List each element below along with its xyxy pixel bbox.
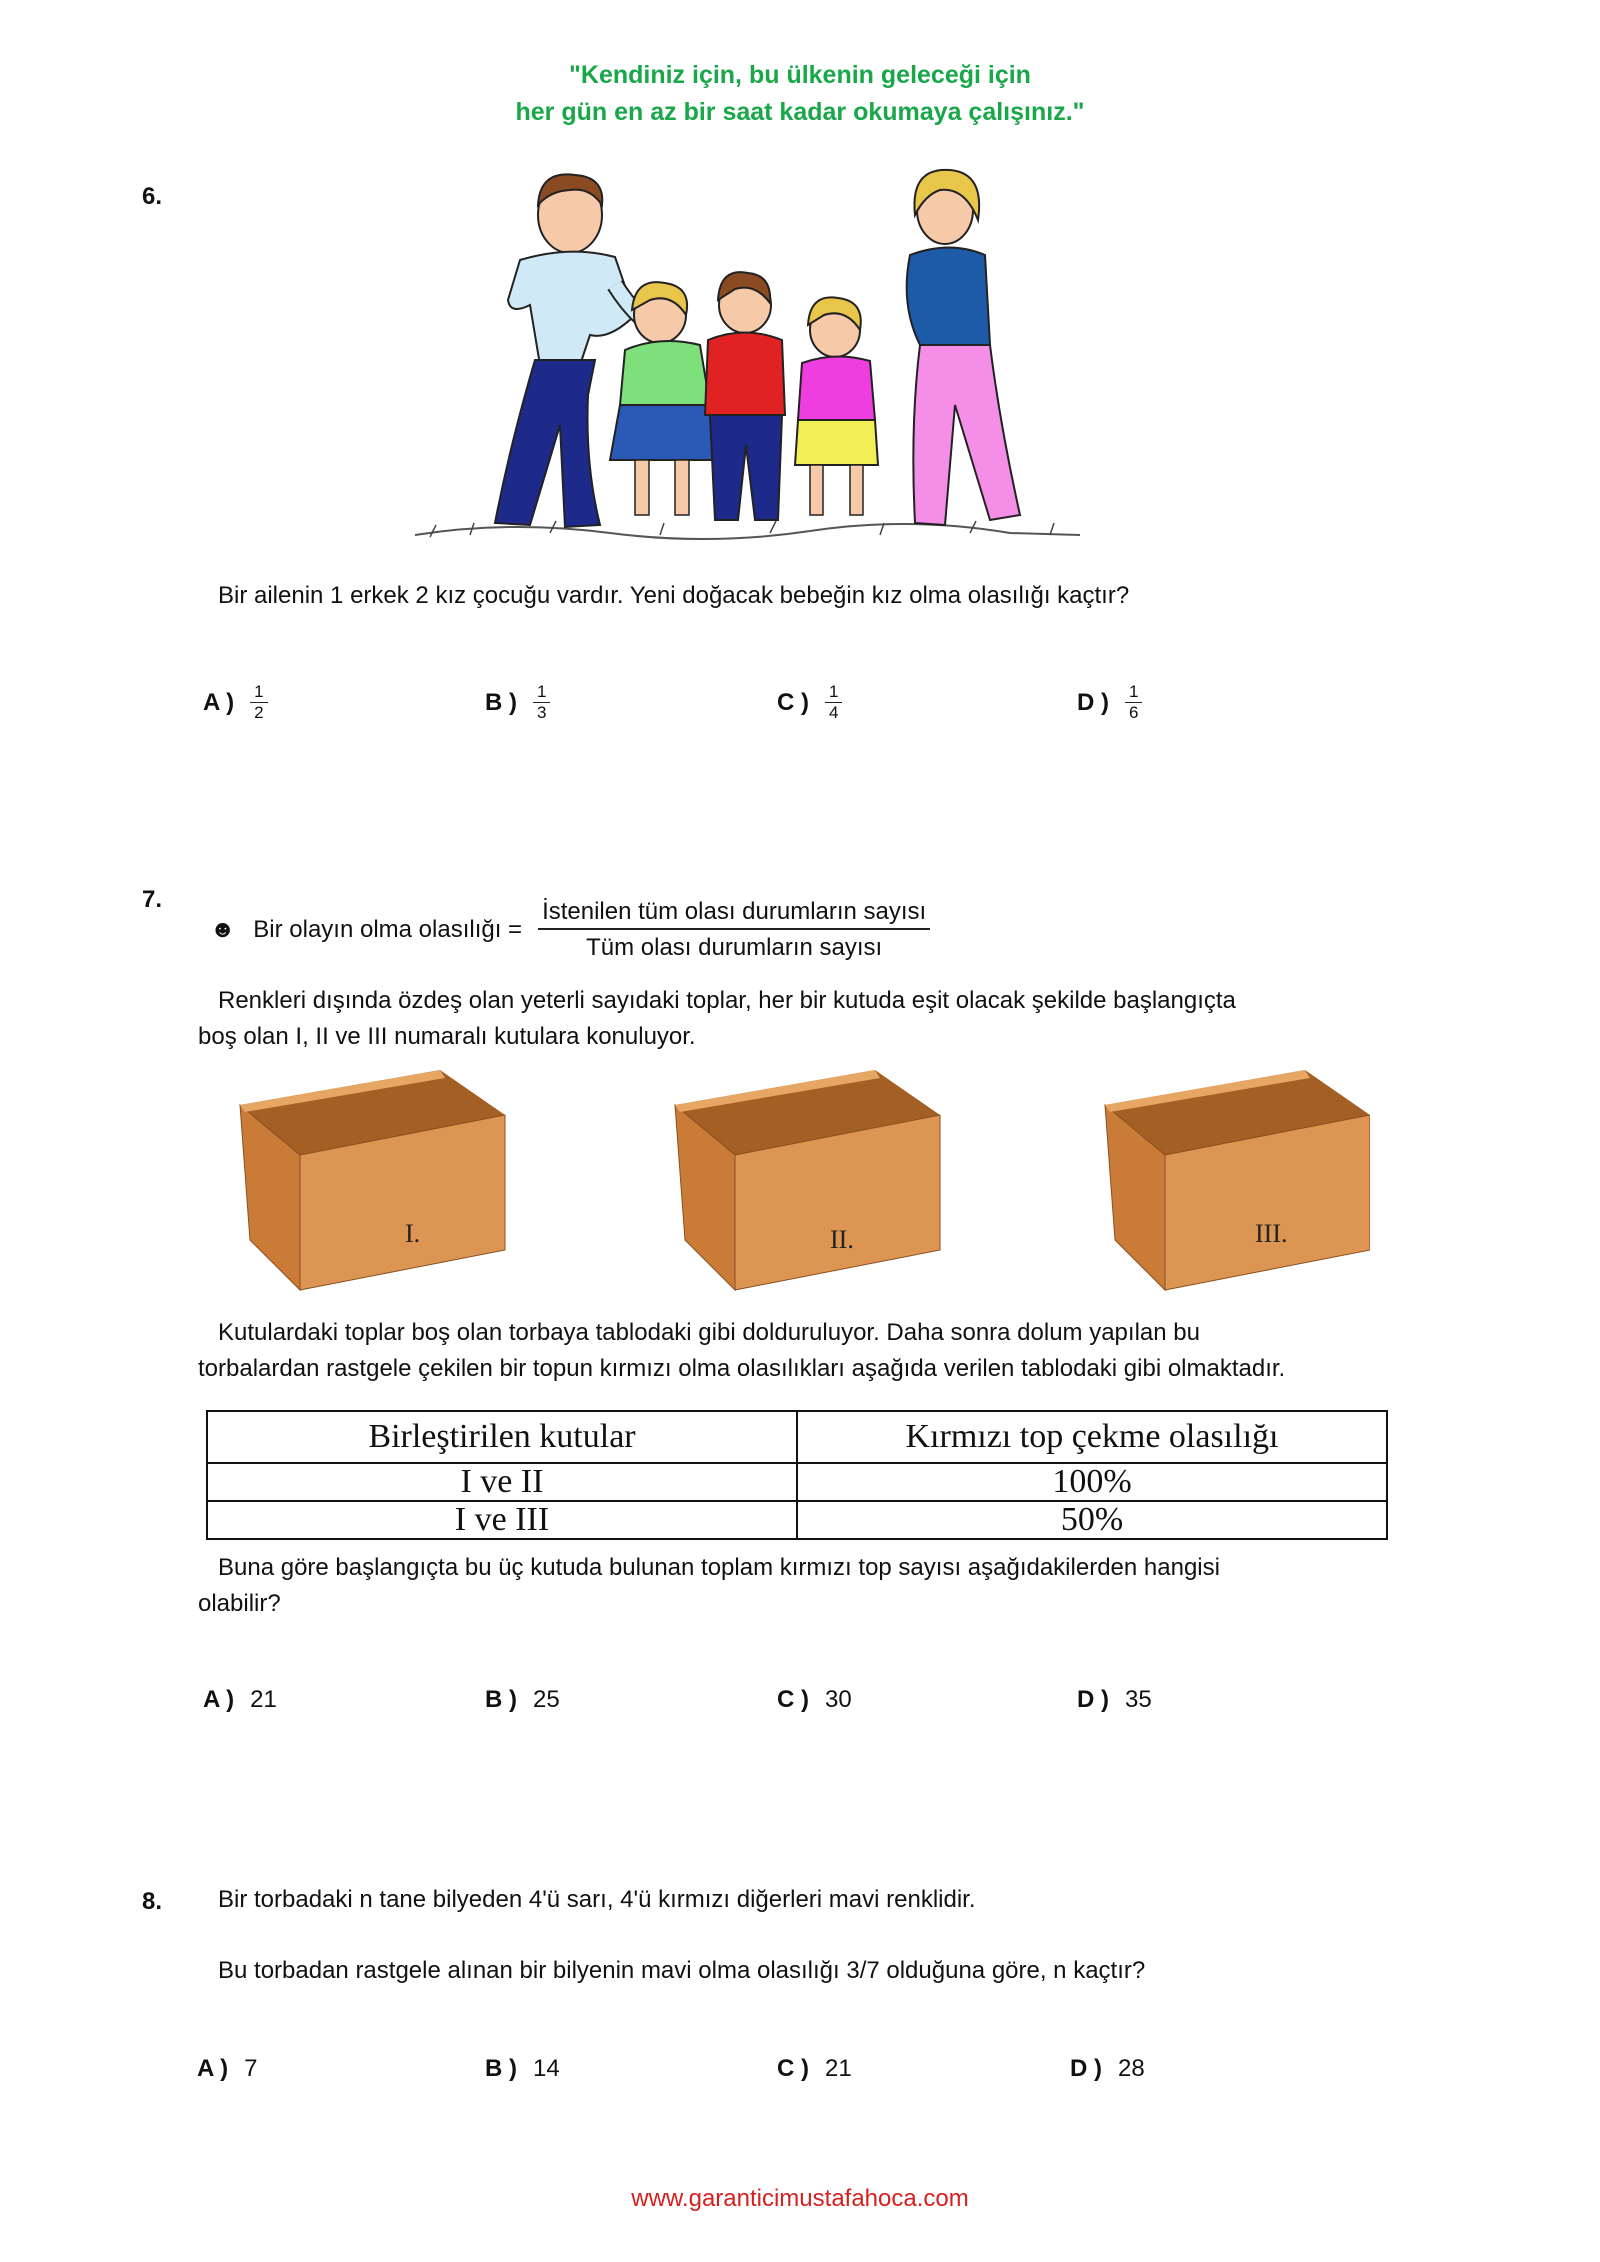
- option-value: 7: [244, 2055, 258, 2082]
- probability-table: [206, 1410, 1388, 1540]
- boxes-illustration: [230, 1070, 1370, 1300]
- table-header-row: [207, 1411, 1387, 1463]
- smiley-bullet-icon: ☻: [210, 916, 236, 943]
- fraction: $\frac{1}{6}$: [1125, 682, 1142, 723]
- header-quote: [0, 57, 1600, 131]
- box-1: [240, 1070, 505, 1290]
- option-label: B ): [485, 688, 517, 716]
- formula-fraction: [538, 898, 930, 962]
- option-value: 21: [825, 2055, 852, 2082]
- question-8-number: 8.: [142, 1888, 163, 1915]
- question-6-number: 6.: [142, 183, 163, 210]
- option-label: B ): [485, 2055, 517, 2082]
- table-cell: 100%: [797, 1463, 1387, 1501]
- q7-option-b[interactable]: [485, 1686, 560, 1714]
- description-line-2: torbalardan rastgele çekilen bir topun kırmızı olma olasılıkları aşağıda verilen tablodaki gibi olmaktadır.: [198, 1355, 1286, 1382]
- question-7-intro: [198, 983, 1458, 1055]
- q7-option-d[interactable]: [1077, 1686, 1152, 1714]
- q6-option-d[interactable]: [1077, 682, 1142, 723]
- q7-option-c[interactable]: [777, 1686, 852, 1714]
- table-header-cell: Kırmızı top çekme olasılığı: [797, 1411, 1387, 1463]
- table-row: [207, 1501, 1387, 1539]
- option-label: C ): [777, 2055, 809, 2082]
- formula-denominator: Tüm olası durumların sayısı: [586, 934, 883, 961]
- intro-line-2: boş olan I, II ve III numaralı kutulara konuluyor.: [198, 1023, 696, 1050]
- question-8-text-2: Bu torbadan rastgele alınan bir bilyenin mavi olma olasılığı 3/7 olduğuna göre, n kaçtır?: [218, 1957, 1146, 1984]
- question-7-number: 7.: [142, 886, 163, 913]
- question-7-description: [198, 1315, 1498, 1387]
- question-6-text: Bir ailenin 1 erkek 2 kız çocuğu vardır. Yeni doğacak bebeğin kız olma olasılığı kaçtır?: [218, 582, 1130, 609]
- quote-line-2: her gün en az bir saat kadar okumaya çalışınız.": [515, 98, 1085, 126]
- option-value: 30: [825, 1686, 852, 1713]
- box-label-3: III.: [1255, 1219, 1288, 1248]
- description-line-1: Kutulardaki toplar boş olan torbaya tablodaki gibi dolduruluyor. Daha sonra dolum yapılan bu: [218, 1319, 1200, 1346]
- q8-option-b[interactable]: [485, 2055, 560, 2083]
- fraction: $\frac{1}{3}$: [533, 682, 550, 723]
- q8-option-a[interactable]: [197, 2055, 257, 2083]
- option-label: A ): [203, 688, 235, 716]
- table-cell: I ve II: [207, 1463, 797, 1501]
- question-8-text-1: Bir torbadaki n tane bilyeden 4'ü sarı, 4'ü kırmızı diğerleri mavi renklidir.: [218, 1886, 976, 1913]
- footer-url-link[interactable]: www.garanticimustafahoca.com: [631, 2185, 969, 2212]
- prompt-line-1: Buna göre başlangıçta bu üç kutuda bulunan toplam kırmızı top sayısı aşağıdakilerden hangisi: [218, 1554, 1220, 1581]
- box-label-2: II.: [830, 1225, 854, 1254]
- box-label-1: I.: [405, 1219, 421, 1248]
- table-cell: I ve III: [207, 1501, 797, 1539]
- q8-option-d[interactable]: [1070, 2055, 1145, 2083]
- formula-left: Bir olayın olma olasılığı =: [253, 916, 523, 943]
- question-7-prompt: [198, 1550, 1498, 1622]
- option-value: 25: [533, 1686, 560, 1713]
- q7-option-a[interactable]: [203, 1686, 277, 1714]
- option-label: B ): [485, 1686, 517, 1713]
- option-value: 21: [250, 1686, 277, 1713]
- q6-option-b[interactable]: [485, 682, 550, 723]
- boy-center-figure: [705, 272, 785, 520]
- table-header-cell: Birleştirilen kutular: [207, 1411, 797, 1463]
- q6-option-c[interactable]: [777, 682, 842, 723]
- option-value: 28: [1118, 2055, 1145, 2082]
- option-label: D ): [1070, 2055, 1102, 2082]
- box-3: [1105, 1070, 1370, 1290]
- fraction: $\frac{1}{2}$: [250, 682, 267, 723]
- option-value: 14: [533, 2055, 560, 2082]
- option-label: A ): [203, 1686, 235, 1713]
- family-illustration: [410, 165, 1090, 545]
- q6-option-a[interactable]: [203, 682, 268, 723]
- table-row: [207, 1463, 1387, 1501]
- option-label: C ): [777, 1686, 809, 1713]
- fraction: $\frac{1}{4}$: [825, 682, 842, 723]
- mother-figure: [907, 170, 1020, 525]
- q8-option-c[interactable]: [777, 2055, 852, 2083]
- formula-numerator: İstenilen tüm olası durumların sayısı: [538, 898, 930, 930]
- prompt-line-2: olabilir?: [198, 1590, 281, 1617]
- probability-formula: [210, 898, 930, 962]
- option-value: 35: [1125, 1686, 1152, 1713]
- quote-line-1: "Kendiniz için, bu ülkenin geleceği için: [569, 61, 1031, 89]
- option-label: A ): [197, 2055, 229, 2082]
- girl-right-figure: [795, 297, 878, 515]
- table-cell: 50%: [797, 1501, 1387, 1539]
- intro-line-1: Renkleri dışında özdeş olan yeterli sayıdaki toplar, her bir kutuda eşit olacak şekilde başlangıçta: [218, 987, 1236, 1014]
- box-2: [675, 1070, 940, 1290]
- option-label: C ): [777, 688, 809, 716]
- option-label: D ): [1077, 688, 1109, 716]
- option-label: D ): [1077, 1686, 1109, 1713]
